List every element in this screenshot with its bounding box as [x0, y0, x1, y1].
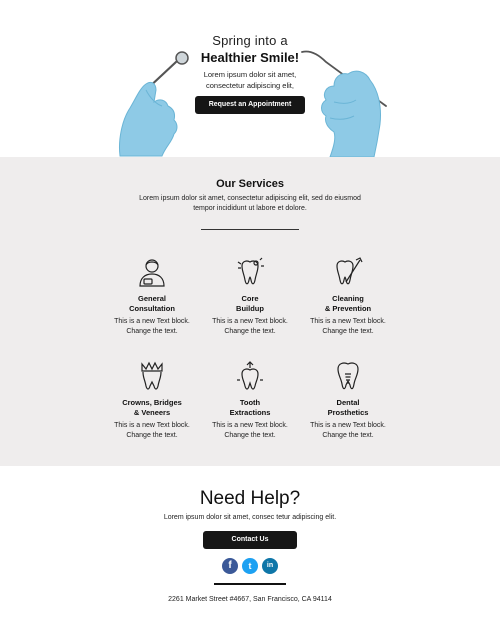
service-card-dental-prosthetics[interactable] [298, 360, 398, 441]
contact-us-button[interactable]: Contact Us [203, 531, 297, 549]
service-name [298, 398, 398, 418]
hero-section [0, 0, 500, 157]
service-card-crowns-bridges-veneers[interactable] [102, 360, 202, 441]
service-description [102, 421, 202, 441]
service-desc-line1: This is a new Text block. [212, 422, 288, 429]
help-section [0, 466, 500, 625]
service-name [200, 398, 300, 418]
consultation-icon [136, 256, 168, 288]
service-desc-line2: Change the text. [322, 432, 374, 439]
service-desc-line2: Change the text. [126, 328, 178, 335]
service-desc-line2: Change the text. [126, 432, 178, 439]
service-card-tooth-extractions[interactable] [200, 360, 300, 441]
service-name [102, 294, 202, 314]
services-title: Our Services [216, 178, 284, 190]
service-name-line1: Tooth [239, 398, 261, 407]
service-name-line1: Dental [336, 398, 360, 407]
services-subtitle: Lorem ipsum dolor sit amet, consectetur adipiscing elit, sed do eiusmod tempor incididunt ut labore et dolore. [139, 195, 361, 212]
service-desc-line1: This is a new Text block. [114, 422, 190, 429]
services-divider [201, 229, 299, 230]
implant-icon [332, 360, 364, 392]
service-name-line1: Core [241, 294, 259, 303]
service-name-line2: Prosthetics [327, 408, 369, 417]
service-desc-line2: Change the text. [224, 432, 276, 439]
service-name-line2: Buildup [236, 304, 264, 313]
request-appointment-button[interactable]: Request an Appointment [195, 96, 305, 114]
hero-heading-block [0, 33, 500, 91]
hero-title-line2: Healthier Smile! [200, 50, 300, 65]
service-name [102, 398, 202, 418]
service-description [298, 317, 398, 337]
service-card-cleaning-prevention[interactable] [298, 256, 398, 337]
service-card-core-buildup[interactable] [200, 256, 300, 337]
hero-subtitle-line1: Lorem ipsum dolor sit amet, [203, 70, 297, 79]
service-name [200, 294, 300, 314]
service-desc-line1: This is a new Text block. [114, 318, 190, 325]
hero-subtitle [0, 69, 500, 91]
service-description [298, 421, 398, 441]
services-section [0, 157, 500, 466]
footer-address: 2261 Market Street #4667, San Francisco, CA 94114 [168, 596, 332, 603]
service-name-line2: & Veneers [133, 408, 171, 417]
service-name-line2: Consultation [129, 304, 175, 313]
service-card-general-consultation[interactable] [102, 256, 202, 337]
social-links [222, 558, 280, 574]
service-desc-line2: Change the text. [322, 328, 374, 335]
service-description [102, 317, 202, 337]
cleaning-icon [332, 256, 364, 288]
crown-icon [136, 360, 168, 392]
hero-title-line1: Spring into a [212, 33, 288, 48]
service-description [200, 317, 300, 337]
extraction-icon [234, 360, 266, 392]
help-divider [214, 583, 286, 585]
help-subtitle: Lorem ipsum dolor sit amet, consec tetur adipiscing elit. [163, 514, 337, 521]
twitter-icon[interactable]: t [242, 558, 258, 574]
facebook-icon[interactable]: f [222, 558, 238, 574]
service-name-line1: General [138, 294, 166, 303]
help-title: Need Help? [199, 488, 301, 509]
service-desc-line2: Change the text. [224, 328, 276, 335]
core-buildup-icon [234, 256, 266, 288]
hero-subtitle-line2: consectetur adipiscing elit, [206, 81, 294, 90]
service-name-line2: & Prevention [324, 304, 372, 313]
service-desc-line1: This is a new Text block. [310, 318, 386, 325]
service-name-line2: Extractions [229, 408, 271, 417]
linkedin-icon[interactable]: in [262, 558, 278, 574]
service-description [200, 421, 300, 441]
service-name [298, 294, 398, 314]
service-name-line1: Cleaning [332, 294, 364, 303]
service-desc-line1: This is a new Text block. [212, 318, 288, 325]
service-desc-line1: This is a new Text block. [310, 422, 386, 429]
service-name-line1: Crowns, Bridges [122, 398, 182, 407]
